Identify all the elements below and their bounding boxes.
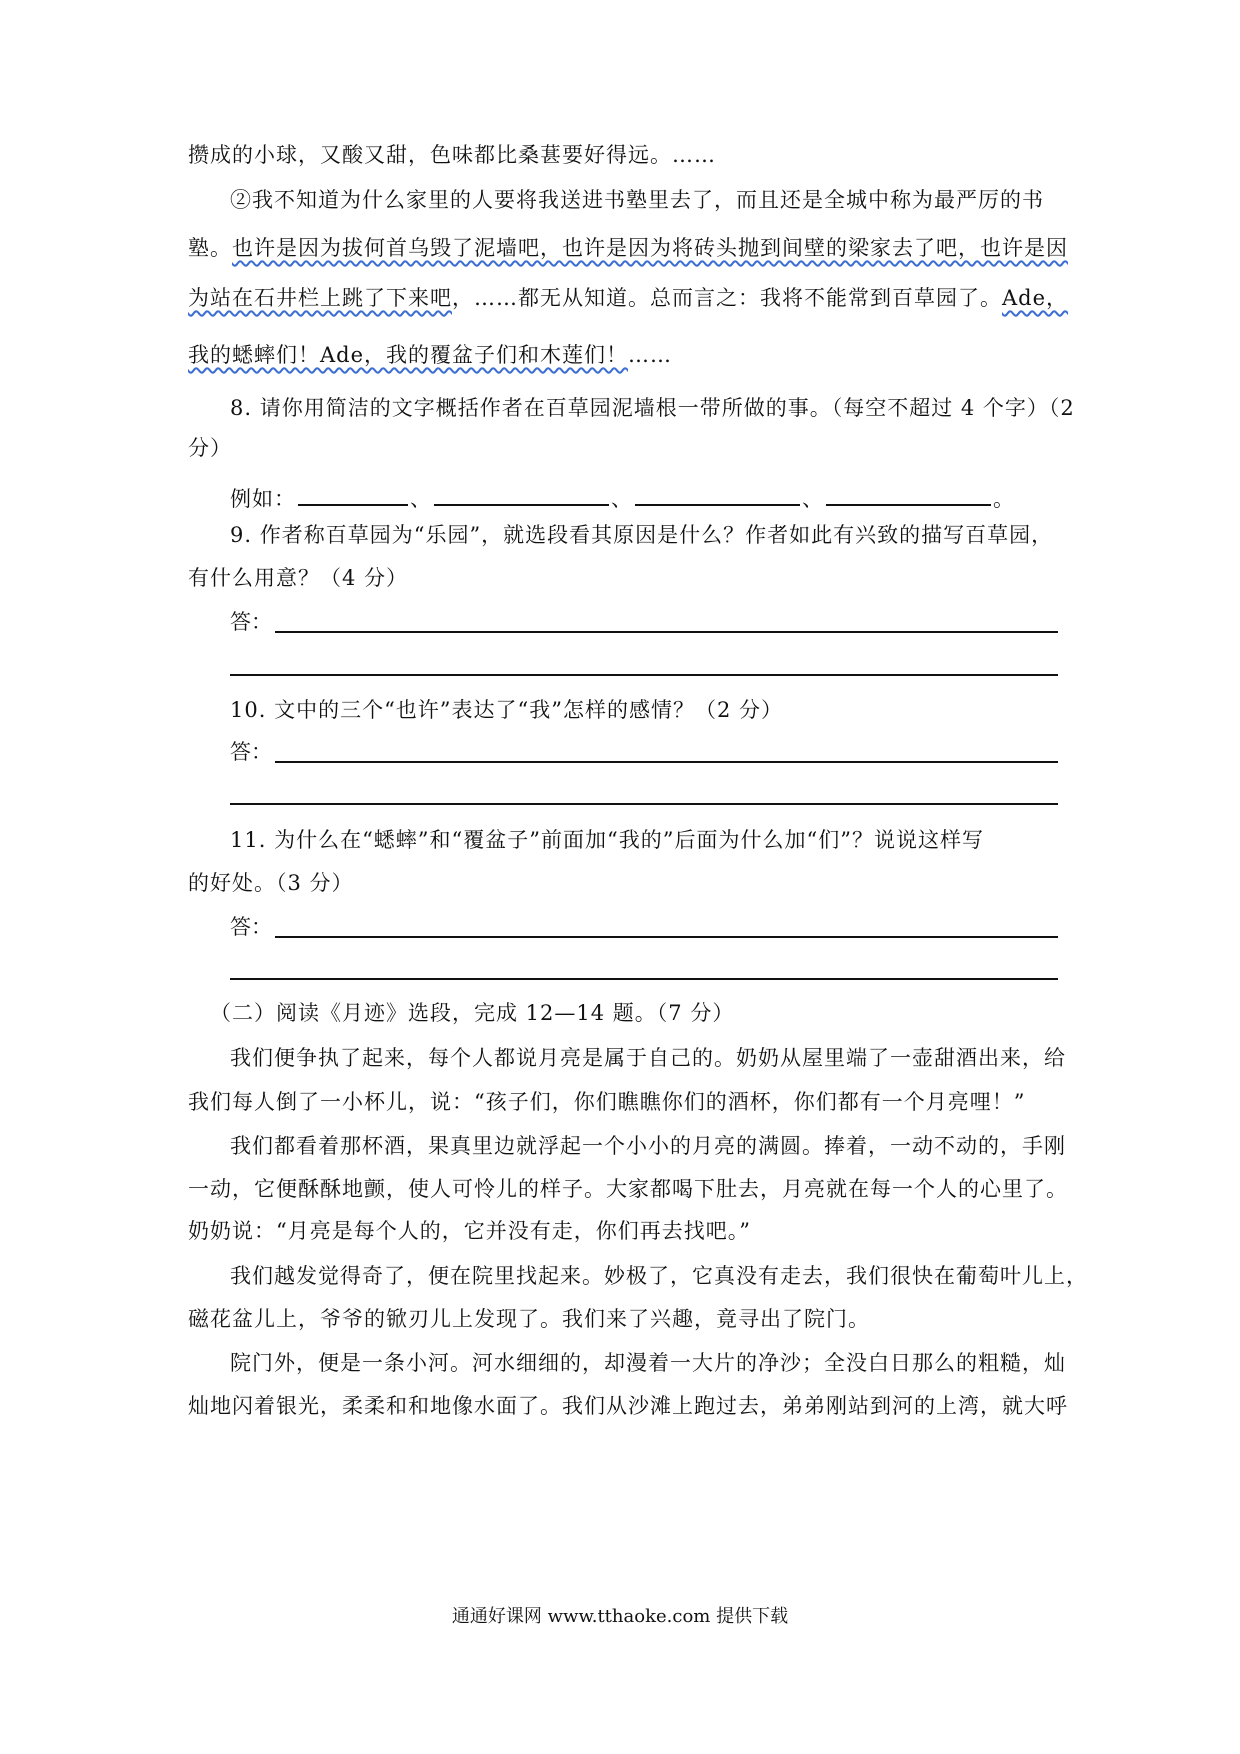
answer-blank-2[interactable] (434, 482, 609, 506)
question-10-line-1: 10. 文中的三个“也许”表达了“我”怎样的感情？（2 分） (230, 698, 784, 722)
separator: 、 (802, 487, 824, 511)
wavy-underlined-text: 为站在石井栏上跳了下来吧 (188, 286, 452, 310)
answer-blank-1[interactable] (298, 482, 408, 506)
question-9-line-2: 有什么用意？（4 分） (188, 566, 409, 590)
section-2-p2-line-2: 一动，它便酥酥地颤，使人可怜儿的样子。大家都喝下肚去，月亮就在每一个人的心里了。 (188, 1177, 1068, 1201)
example-prefix: 例如： (230, 487, 296, 511)
wavy-underlined-text: 也许是因为拔何首乌毁了泥墙吧，也许是因为将砖头抛到间壁的梁家去了吧，也许是因 (232, 236, 1068, 260)
section-2-p2-line-1: 我们都看着那杯酒，果真里边就浮起一个小小的月亮的满圆。捧着，一动不动的，手刚 (230, 1134, 1066, 1158)
section-2-p2-line-3: 奶奶说：“月亮是每个人的，它并没有走，你们再去找吧。” (188, 1219, 751, 1243)
wavy-underlined-text: Ade， (1002, 286, 1069, 310)
answer-label: 答： (230, 915, 272, 939)
answer-label: 答： (230, 610, 272, 634)
question-11-line-2: 的好处。（3 分） (188, 871, 354, 895)
page-footer: 通通好课网 www.tthaoke.com 提供下载 (451, 1606, 789, 1627)
passage-text: …… (628, 343, 673, 367)
section-2-heading: （二）阅读《月迹》选段，完成 12—14 题。（7 分） (210, 1001, 735, 1025)
answer-label: 答： (230, 740, 272, 764)
question-11-answer-line-2[interactable] (230, 978, 1058, 980)
question-8-blanks (230, 482, 1058, 514)
answer-line[interactable] (275, 936, 1058, 938)
passage-line-5 (188, 340, 1058, 370)
passage-line-4 (188, 283, 1069, 313)
section-2-p3-line-2: 磁花盆儿上，爷爷的锨刃儿上发现了。我们来了兴趣，竟寻出了院门。 (188, 1307, 870, 1331)
question-10-answer-row[interactable] (230, 737, 1058, 767)
question-8-line-2: 分） (188, 436, 232, 460)
section-2-p1-line-2: 我们每人倒了一小杯儿，说：“孩子们，你们瞧瞧你们的酒杯，你们都有一个月亮哩！” (188, 1090, 1026, 1114)
answer-line[interactable] (275, 631, 1058, 633)
end-mark: 。 (993, 487, 1015, 511)
passage-text: ，……都无从知道。总而言之：我将不能常到百草园了。 (452, 286, 1002, 310)
question-9-answer-row[interactable] (230, 607, 1058, 637)
section-2-p1-line-1: 我们便争执了起来，每个人都说月亮是属于自己的。奶奶从屋里端了一壶甜酒出来，给 (230, 1046, 1066, 1070)
question-11-answer-row[interactable] (230, 912, 1058, 942)
separator: 、 (611, 487, 633, 511)
answer-blank-3[interactable] (635, 482, 800, 506)
answer-line[interactable] (275, 761, 1058, 763)
passage-line-3 (188, 233, 1068, 263)
passage-text: 塾。 (188, 236, 232, 260)
question-9-line-1: 9. 作者称百草园为“乐园”，就选段看其原因是什么？作者如此有兴致的描写百草园， (230, 523, 1054, 547)
section-2-p4-line-1: 院门外，便是一条小河。河水细细的，却漫着一大片的净沙；全没白日那么的粗糙，灿 (230, 1351, 1066, 1375)
passage-line-2: ②我不知道为什么家里的人要将我送进书塾里去了，而且还是全城中称为最严厉的书 (230, 188, 1044, 212)
separator: 、 (410, 487, 432, 511)
wavy-underlined-text: 我的蟋蟀们！Ade，我的覆盆子们和木莲们！ (188, 343, 629, 367)
passage-line-1: 攒成的小球，又酸又甜，色味都比桑葚要好得远。…… (188, 143, 716, 167)
section-2-p3-line-1: 我们越发觉得奇了，便在院里找起来。妙极了，它真没有走去，我们很快在葡萄叶儿上， (230, 1264, 1088, 1288)
answer-blank-4[interactable] (826, 482, 991, 506)
question-11-line-1: 11. 为什么在“蟋蟀”和“覆盆子”前面加“我的”后面为什么加“们”？说说这样写 (230, 828, 984, 852)
question-9-answer-line-2[interactable] (230, 674, 1058, 676)
question-8-line-1: 8. 请你用简洁的文字概括作者在百草园泥墙根一带所做的事。（每空不超过 4 个字）（2 (230, 396, 1075, 420)
section-2-p4-line-2: 灿地闪着银光，柔柔和和地像水面了。我们从沙滩上跑过去，弟弟刚站到河的上湾，就大呼 (188, 1394, 1068, 1418)
question-10-answer-line-2[interactable] (230, 803, 1058, 805)
